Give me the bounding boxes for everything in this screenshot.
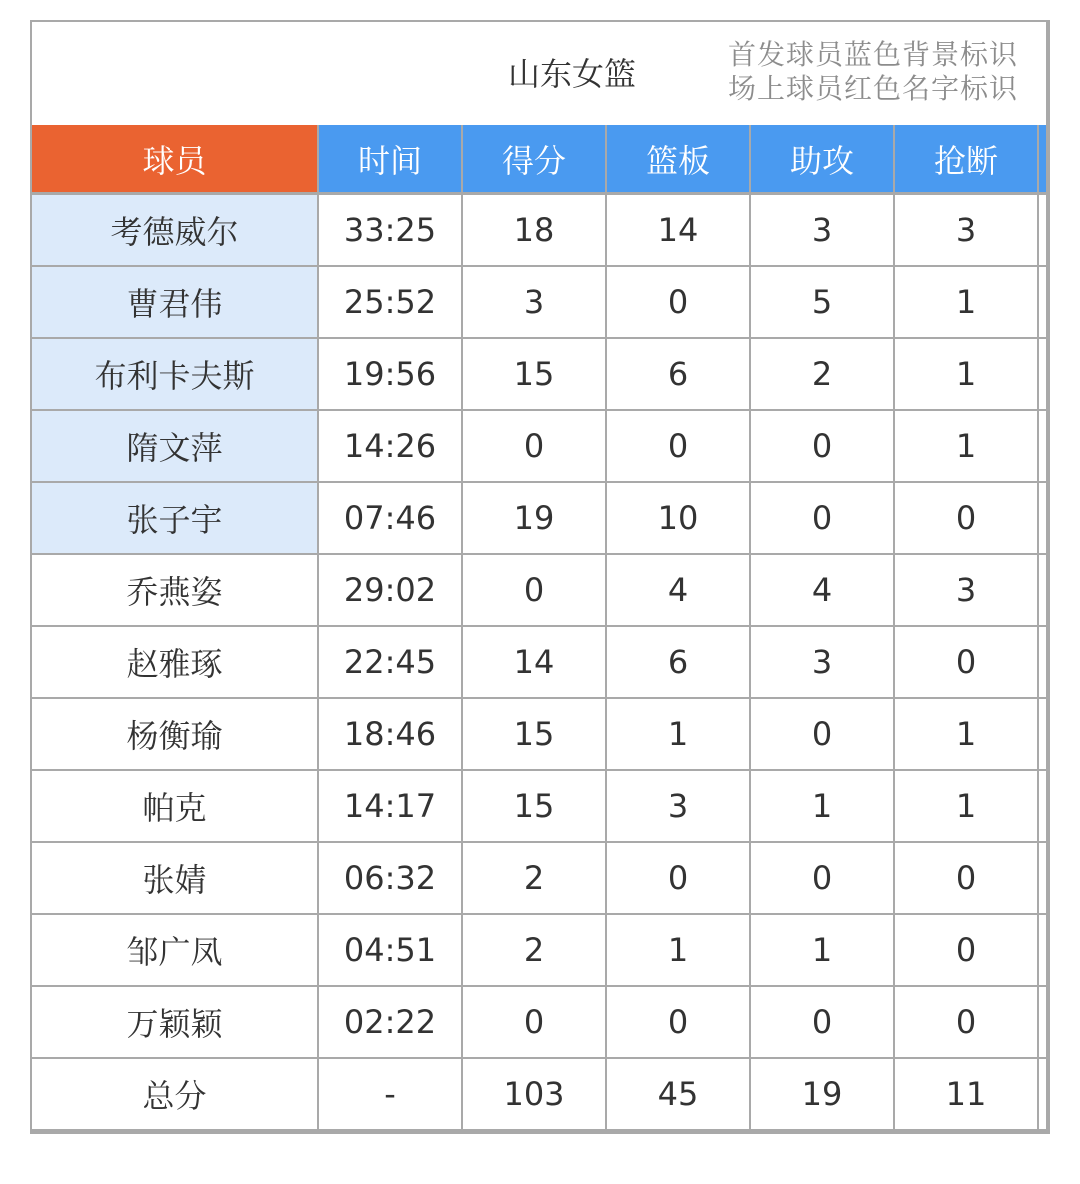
ast-cell: 1 xyxy=(751,771,895,843)
time-cell: 02:22 xyxy=(319,987,463,1059)
reb-cell: 6 xyxy=(607,627,751,699)
pts-cell: 2 xyxy=(463,915,607,987)
time-cell: 06:32 xyxy=(319,843,463,915)
pts-cell: 2 xyxy=(463,843,607,915)
ast-cell: 4 xyxy=(751,555,895,627)
team-title: 山东女篮 xyxy=(507,55,636,93)
ast-cell: 5 xyxy=(751,267,895,339)
ast-cell: 0 xyxy=(751,411,895,483)
player-name-cell: 邹广凤 xyxy=(30,915,319,987)
ast-cell: 0 xyxy=(751,843,895,915)
ast-cell: 19 xyxy=(751,1059,895,1131)
pts-cell: 15 xyxy=(463,771,607,843)
pts-cell: 19 xyxy=(463,483,607,555)
reb-cell: 1 xyxy=(607,699,751,771)
stl-cell: 11 xyxy=(895,1059,1039,1131)
player-name-cell: 杨衡瑜 xyxy=(30,699,319,771)
reb-cell: 3 xyxy=(607,771,751,843)
overflow-cell xyxy=(1039,339,1046,411)
overflow-cell xyxy=(1039,699,1046,771)
pts-cell: 0 xyxy=(463,987,607,1059)
reb-cell: 14 xyxy=(607,195,751,267)
time-cell: 19:56 xyxy=(319,339,463,411)
stl-cell: 1 xyxy=(895,411,1039,483)
pts-cell: 15 xyxy=(463,699,607,771)
stl-cell: 1 xyxy=(895,339,1039,411)
time-cell: 18:46 xyxy=(319,699,463,771)
stl-cell: 0 xyxy=(895,843,1039,915)
overflow-cell xyxy=(1039,627,1046,699)
overflow-cell xyxy=(1039,555,1046,627)
column-header-stl[interactable]: 抢断 xyxy=(895,125,1039,195)
player-name-cell: 赵雅琢 xyxy=(30,627,319,699)
time-cell: 29:02 xyxy=(319,555,463,627)
ast-cell: 3 xyxy=(751,627,895,699)
player-name-cell: 张婧 xyxy=(30,843,319,915)
ast-cell: 3 xyxy=(751,195,895,267)
time-cell: 25:52 xyxy=(319,267,463,339)
time-cell: 33:25 xyxy=(319,195,463,267)
reb-cell: 6 xyxy=(607,339,751,411)
time-cell: 14:26 xyxy=(319,411,463,483)
player-name-cell: 隋文萍 xyxy=(30,411,319,483)
pts-cell: 18 xyxy=(463,195,607,267)
stl-cell: 3 xyxy=(895,195,1039,267)
column-header-name[interactable]: 球员 xyxy=(30,125,319,195)
reb-cell: 0 xyxy=(607,987,751,1059)
player-name-cell: 考德威尔 xyxy=(30,195,319,267)
player-name-cell: 曹君伟 xyxy=(30,267,319,339)
pts-cell: 103 xyxy=(463,1059,607,1131)
ast-cell: 0 xyxy=(751,483,895,555)
title-bar xyxy=(32,22,1048,125)
table-bottom-border xyxy=(30,1131,1050,1134)
reb-cell: 0 xyxy=(607,267,751,339)
column-header-pts[interactable]: 得分 xyxy=(463,125,607,195)
time-cell: 07:46 xyxy=(319,483,463,555)
pts-cell: 0 xyxy=(463,411,607,483)
ast-cell: 2 xyxy=(751,339,895,411)
player-name-cell: 帕克 xyxy=(30,771,319,843)
ast-cell: 0 xyxy=(751,987,895,1059)
player-name-cell: 万颖颖 xyxy=(30,987,319,1059)
legend-starter-note: 首发球员蓝色背景标识 xyxy=(727,38,1018,71)
column-header-overflow xyxy=(1039,125,1046,195)
reb-cell: 4 xyxy=(607,555,751,627)
time-cell: 22:45 xyxy=(319,627,463,699)
ast-cell: 1 xyxy=(751,915,895,987)
ast-cell: 0 xyxy=(751,699,895,771)
column-header-time[interactable]: 时间 xyxy=(319,125,463,195)
pts-cell: 14 xyxy=(463,627,607,699)
time-cell: - xyxy=(319,1059,463,1131)
overflow-cell xyxy=(1039,411,1046,483)
column-header-ast[interactable]: 助攻 xyxy=(751,125,895,195)
stl-cell: 1 xyxy=(895,699,1039,771)
player-name-cell: 乔燕姿 xyxy=(30,555,319,627)
overflow-cell xyxy=(1039,843,1046,915)
time-cell: 14:17 xyxy=(319,771,463,843)
time-cell: 04:51 xyxy=(319,915,463,987)
reb-cell: 1 xyxy=(607,915,751,987)
stl-cell: 0 xyxy=(895,915,1039,987)
stl-cell: 3 xyxy=(895,555,1039,627)
pts-cell: 0 xyxy=(463,555,607,627)
overflow-cell xyxy=(1039,195,1046,267)
pts-cell: 3 xyxy=(463,267,607,339)
overflow-cell xyxy=(1039,1059,1046,1131)
table-right-border xyxy=(1046,20,1050,1134)
overflow-cell xyxy=(1039,267,1046,339)
overflow-cell xyxy=(1039,771,1046,843)
reb-cell: 10 xyxy=(607,483,751,555)
stl-cell: 1 xyxy=(895,771,1039,843)
player-name-cell: 张子宇 xyxy=(30,483,319,555)
reb-cell: 0 xyxy=(607,843,751,915)
stl-cell: 0 xyxy=(895,483,1039,555)
reb-cell: 0 xyxy=(607,411,751,483)
stl-cell: 1 xyxy=(895,267,1039,339)
column-header-reb[interactable]: 篮板 xyxy=(607,125,751,195)
overflow-cell xyxy=(1039,915,1046,987)
legend-note xyxy=(728,38,1018,106)
reb-cell: 45 xyxy=(607,1059,751,1131)
player-name-cell: 布利卡夫斯 xyxy=(30,339,319,411)
legend-on-court-note: 场上球员红色名字标识 xyxy=(727,72,1018,105)
stl-cell: 0 xyxy=(895,987,1039,1059)
overflow-cell xyxy=(1039,987,1046,1059)
overflow-cell xyxy=(1039,483,1046,555)
player-name-cell: 总分 xyxy=(30,1059,319,1131)
stl-cell: 0 xyxy=(895,627,1039,699)
pts-cell: 15 xyxy=(463,339,607,411)
